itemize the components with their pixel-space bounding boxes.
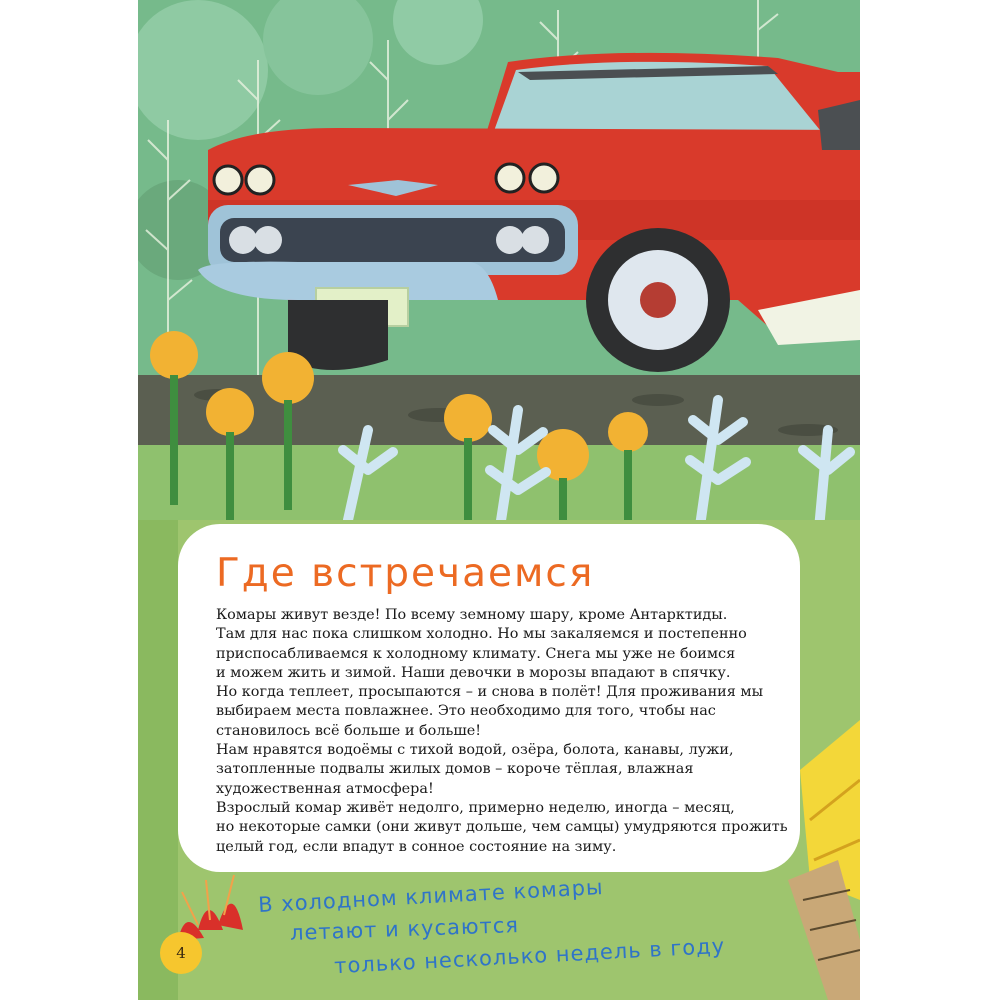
section-body: [216, 606, 788, 857]
section-title: Где встречаемся: [216, 551, 595, 596]
body-line: выбираем места повлажнее. Это необходимо для того, чтобы нас: [216, 703, 716, 720]
body-line: Но когда теплеет, просыпаются – и снова в полёт! Для проживания мы: [216, 684, 764, 701]
body-line: но некоторые самки (они живут дольше, чем самцы) умудряются прожить: [216, 819, 788, 836]
body-line: целый год, если впадут в сонное состояние на зиму.: [216, 838, 617, 855]
body-line: Там для нас пока слишком холодно. Но мы закаляемся и постепенно: [216, 626, 747, 643]
book-page: [138, 0, 860, 1000]
caption-line: В холодном климате комары: [257, 874, 605, 918]
caption-line: летают и кусаются: [289, 913, 520, 945]
body-line: Взрослый комар живёт недолго, примерно неделю, иногда – месяц,: [216, 799, 735, 816]
page-number: 4: [176, 944, 186, 962]
body-line: становилось всё больше и больше!: [216, 722, 481, 739]
page-number-badge: [160, 932, 202, 974]
body-line: художественная атмосфера!: [216, 780, 434, 797]
car-illustration: [138, 0, 860, 560]
body-line: и можем жить и зимой. Наши девочки в морозы впадают в спячку.: [216, 664, 731, 681]
body-line: затопленные подвалы жилых домов – короче тёплая, влажная: [216, 761, 694, 778]
body-line: приспосабливаемся к холодному климату. Снега мы уже не боимся: [216, 645, 736, 662]
caption-line: только несколько недель в году: [333, 933, 726, 979]
body-line: Комары живут везде! По всему земному шару, кроме Антарктиды.: [216, 607, 728, 623]
text-card: [178, 524, 800, 872]
body-line: Нам нравятся водоёмы с тихой водой, озёра, болота, канавы, лужи,: [216, 742, 734, 759]
